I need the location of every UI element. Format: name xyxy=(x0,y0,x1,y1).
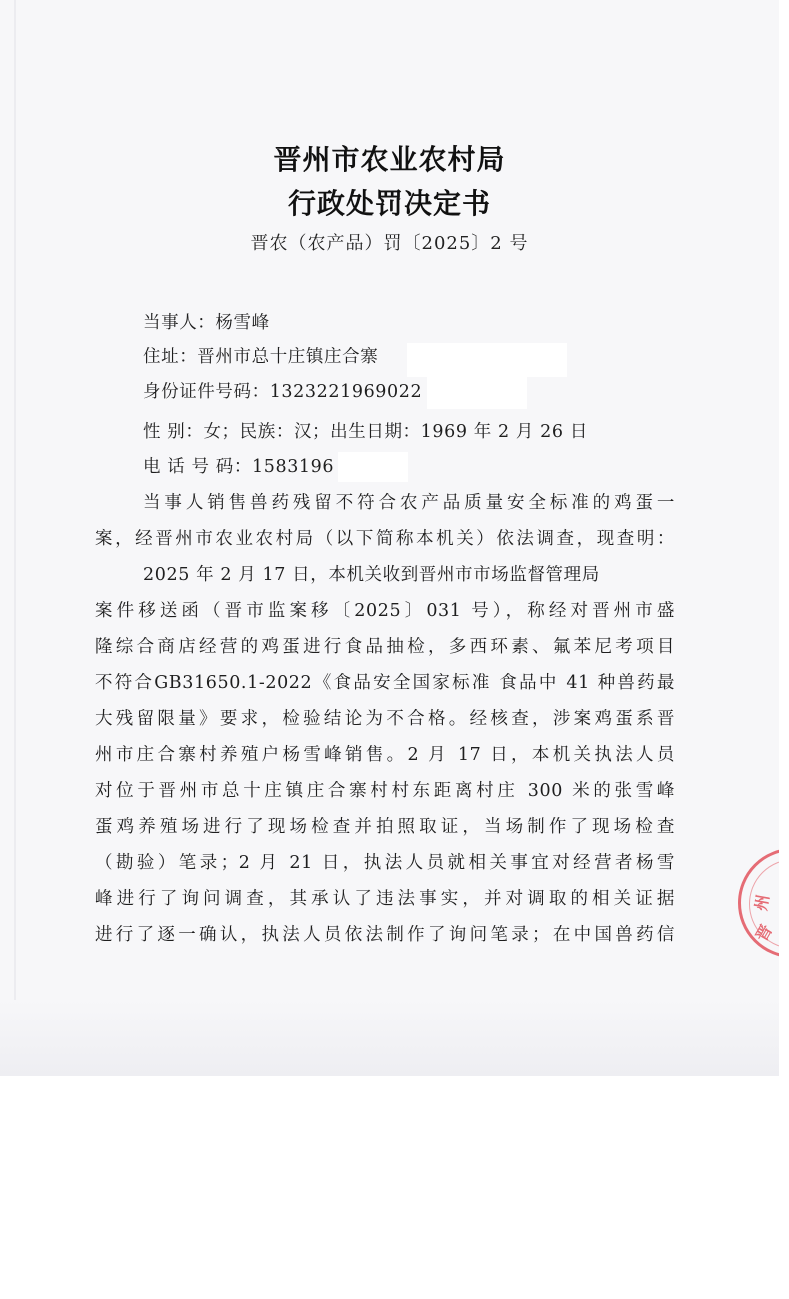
redaction-id xyxy=(427,377,527,409)
body-line-12: 峰进行了询问调查，其承认了违法事实，并对调取的相关证据 xyxy=(95,889,675,909)
party-id-number: 身份证件号码：1323221969022 xyxy=(143,382,423,402)
seal-text-2: 晋 xyxy=(751,921,777,945)
redaction-address xyxy=(407,343,567,377)
body-line-9: 对位于晋州市总十庄镇庄合寨村村东距离村庄 300 米的张雪峰 xyxy=(95,781,675,801)
party-address: 住址：晋州市总十庄镇庄合寨 xyxy=(143,347,379,367)
body-line-13: 进行了逐一确认，执法人员依法制作了询问笔录；在中国兽药信 xyxy=(95,925,675,945)
body-line-11: （勘验）笔录；2 月 21 日，执法人员就相关事宜对经营者杨雪 xyxy=(95,853,675,873)
body-line-3: 2025 年 2 月 17 日，本机关收到晋州市市场监督管理局 xyxy=(143,565,600,585)
issuer-title: 晋州市农业农村局 xyxy=(273,143,506,176)
party-demographics: 性 别：女；民族：汉；出生日期：1969 年 2 月 26 日 xyxy=(143,422,588,442)
official-seal xyxy=(738,848,779,958)
body-line-10: 蛋鸡养殖场进行了现场检查并拍照取证，当场制作了现场检查 xyxy=(95,817,675,837)
party-phone: 电 话 号 码：1583196 xyxy=(143,457,335,477)
redaction-phone xyxy=(338,452,408,482)
page-bottom-shade xyxy=(0,1000,779,1076)
party-name: 当事人：杨雪峰 xyxy=(143,313,270,333)
seal-text-1: 州 xyxy=(751,893,773,913)
body-line-2: 案，经晋州市农业农村局（以下简称本机关）依法调查，现查明： xyxy=(95,529,675,549)
body-line-4: 案件移送函（晋市监案移〔2025〕031 号），称经对晋州市盛 xyxy=(95,601,675,621)
body-line-5: 隆综合商店经营的鸡蛋进行食品抽检，多西环素、氟苯尼考项目 xyxy=(95,637,675,657)
body-line-6: 不符合GB31650.1-2022《食品安全国家标准 食品中 41 种兽药最 xyxy=(95,673,675,693)
body-line-1: 当事人销售兽药残留不符合农产品质量安全标准的鸡蛋一 xyxy=(143,493,675,513)
document-number: 晋农（农产品）罚〔2025〕2 号 xyxy=(250,233,529,254)
body-line-8: 州市庄合寨村养殖户杨雪峰销售。2 月 17 日，本机关执法人员 xyxy=(95,745,675,765)
document-title: 行政处罚决定书 xyxy=(287,187,491,220)
body-line-7: 大残留限量》要求，检验结论为不合格。经核查，涉案鸡蛋系晋 xyxy=(95,709,675,729)
